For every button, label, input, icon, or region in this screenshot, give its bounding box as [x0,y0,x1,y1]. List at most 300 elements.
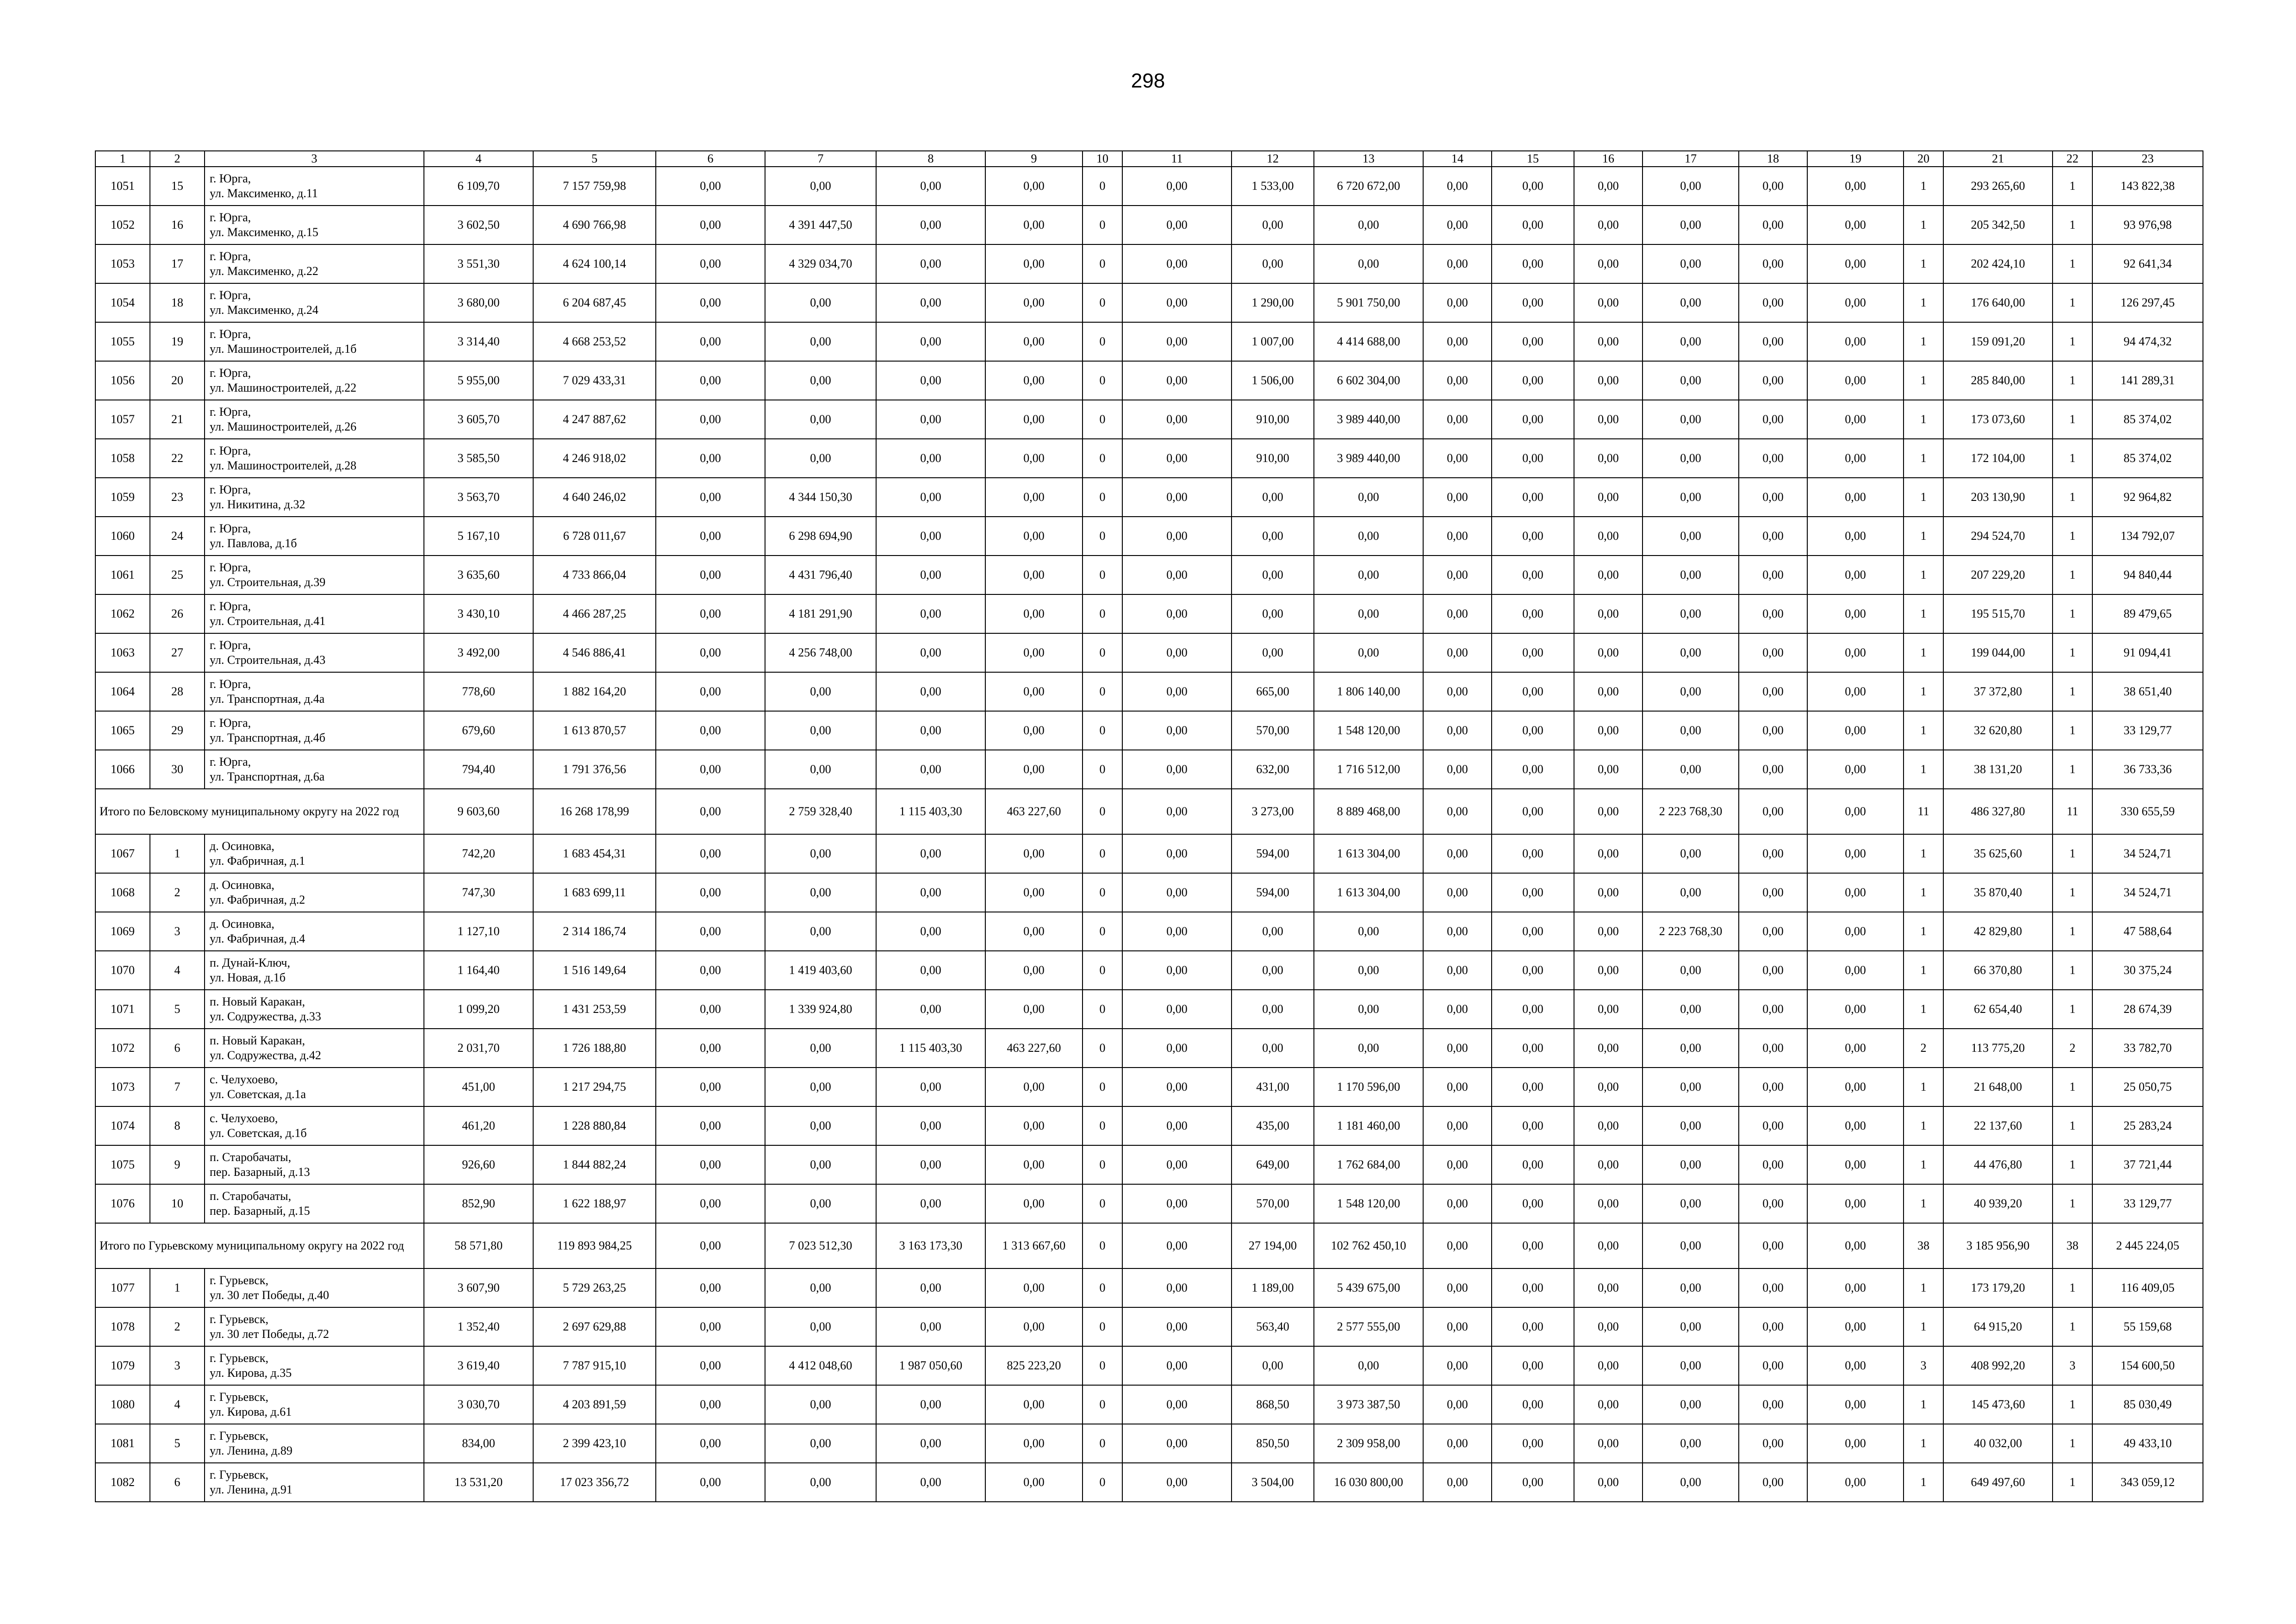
table-cell: 0,00 [1314,912,1423,951]
column-header: 22 [2053,151,2092,167]
table-cell: 0,00 [1492,672,1574,711]
table-cell: 910,00 [1232,439,1314,478]
table-cell: 0,00 [1739,1223,1807,1268]
row-subnumber: 27 [150,633,205,672]
table-cell: 563,40 [1232,1307,1314,1346]
table-cell: 0,00 [985,1424,1083,1463]
table-cell: 0,00 [656,361,765,400]
table-cell: 0,00 [1574,594,1643,633]
address-locality: г. Юрга, [210,677,251,691]
table-cell: 0,00 [765,1184,876,1223]
table-cell: 0,00 [876,711,985,750]
address-street: ул. Строительная, д.41 [210,614,326,628]
table-cell: 16 268 178,99 [533,789,656,834]
table-cell: 0,00 [1423,789,1492,834]
table-cell: 0,00 [1574,517,1643,556]
table-cell: 7 787 915,10 [533,1346,656,1385]
column-header: 5 [533,151,656,167]
table-cell: 0,00 [1574,556,1643,594]
table-cell: 0,00 [1807,1463,1904,1502]
table-row [95,873,2203,912]
column-header: 2 [150,151,205,167]
table-cell: 154 600,50 [2092,1346,2203,1385]
column-header: 6 [656,151,765,167]
row-number: 1062 [95,594,150,633]
table-cell: 1 [2053,1424,2092,1463]
table-cell: 0,00 [1739,1184,1807,1223]
table-cell: 1 [2053,594,2092,633]
table-cell: 25 283,24 [2092,1106,2203,1145]
table-cell: 2 399 423,10 [533,1424,656,1463]
table-cell: 0 [1083,672,1122,711]
address-locality: г. Юрга, [210,444,251,457]
address-street: ул. Максименко, д.24 [210,303,318,317]
table-cell: 0,00 [1492,322,1574,361]
table-cell: 0,00 [876,167,985,206]
table-cell: 1 683 699,11 [533,873,656,912]
address-cell [205,439,424,478]
row-subnumber: 25 [150,556,205,594]
table-cell: 4 466 287,25 [533,594,656,633]
table-cell: 0 [1083,1145,1122,1184]
table-cell: 0,00 [876,1463,985,1502]
table-cell: 0,00 [1643,556,1739,594]
table-cell: 451,00 [424,1068,533,1106]
row-subnumber: 8 [150,1106,205,1145]
table-cell: 463 227,60 [985,1029,1083,1068]
address-street: пер. Базарный, д.15 [210,1204,310,1218]
table-cell: 1 [2053,361,2092,400]
table-cell: 0,00 [1807,439,1904,478]
table-cell: 0,00 [1574,1268,1643,1307]
table-cell: 0 [1083,789,1122,834]
table-cell: 1 352,40 [424,1307,533,1346]
table-cell: 0 [1083,1029,1122,1068]
table-cell: 0,00 [1739,633,1807,672]
address-street: ул. Новая, д.1б [210,971,286,984]
table-cell: 0,00 [1739,1106,1807,1145]
table-cell: 0,00 [765,1029,876,1068]
table-cell: 3 607,90 [424,1268,533,1307]
table-cell: 1 [2053,322,2092,361]
table-cell: 0,00 [656,834,765,873]
table-cell: 1 [1904,1307,1943,1346]
address-locality: г. Юрга, [210,211,251,224]
table-cell: 0,00 [1574,711,1643,750]
address-cell [205,1145,424,1184]
table-cell: 0,00 [1232,912,1314,951]
table-cell: 0,00 [1122,244,1232,283]
table-cell: 0,00 [1739,1307,1807,1346]
table-cell: 1 613 304,00 [1314,834,1423,873]
table-cell: 1 170 596,00 [1314,1068,1423,1106]
table-cell: 1 290,00 [1232,283,1314,322]
address-locality: г. Юрга, [210,366,251,380]
row-subnumber: 2 [150,1307,205,1346]
table-cell: 0,00 [985,873,1083,912]
table-cell: 42 829,80 [1943,912,2053,951]
address-street: ул. Кирова, д.35 [210,1366,292,1380]
table-cell: 0,00 [1232,990,1314,1029]
column-header: 7 [765,151,876,167]
table-cell: 11 [1904,789,1943,834]
table-row [95,283,2203,322]
address-locality: г. Юрга, [210,405,251,418]
table-cell: 0,00 [1492,439,1574,478]
table-cell: 38 [2053,1223,2092,1268]
address-cell [205,1268,424,1307]
table-cell: 0,00 [1643,244,1739,283]
row-number: 1052 [95,206,150,244]
table-cell: 0,00 [1739,789,1807,834]
table-row [95,1029,2203,1068]
table-body [95,151,2203,1502]
table-cell: 1 [2053,1268,2092,1307]
table-cell: 0,00 [1492,478,1574,517]
table-cell: 1 [2053,672,2092,711]
table-cell: 0,00 [656,873,765,912]
row-number: 1076 [95,1184,150,1223]
table-cell: 0,00 [1492,633,1574,672]
table-cell: 0,00 [1807,283,1904,322]
table-cell: 205 342,50 [1943,206,2053,244]
table-cell: 0,00 [1643,711,1739,750]
table-cell: 293 265,60 [1943,167,2053,206]
table-row [95,517,2203,556]
table-cell: 0,00 [1314,206,1423,244]
table-cell: 85 030,49 [2092,1385,2203,1424]
table-cell: 0,00 [765,322,876,361]
table-cell: 1 [2053,633,2092,672]
table-cell: 0,00 [1423,1068,1492,1106]
table-cell: 0,00 [1574,283,1643,322]
table-cell: 0,00 [985,750,1083,789]
table-cell: 0,00 [1739,400,1807,439]
table-cell: 58 571,80 [424,1223,533,1268]
table-cell: 0,00 [876,400,985,439]
table-cell: 0,00 [1807,834,1904,873]
row-number: 1065 [95,711,150,750]
table-cell: 0,00 [985,1307,1083,1346]
table-cell: 0,00 [985,439,1083,478]
table-cell: 0,00 [1739,873,1807,912]
table-cell: 1 [2053,912,2092,951]
table-cell: 0,00 [1643,873,1739,912]
table-row [95,1385,2203,1424]
table-cell: 0,00 [1122,951,1232,990]
table-cell: 0,00 [1492,283,1574,322]
table-cell: 0,00 [876,672,985,711]
table-cell: 0,00 [1492,400,1574,439]
table-cell: 0,00 [1232,244,1314,283]
table-cell: 0,00 [656,951,765,990]
table-cell: 91 094,41 [2092,633,2203,672]
row-subnumber: 18 [150,283,205,322]
table-cell: 3 030,70 [424,1385,533,1424]
row-subnumber: 30 [150,750,205,789]
table-cell: 0,00 [656,283,765,322]
table-cell: 5 167,10 [424,517,533,556]
table-cell: 0,00 [1492,990,1574,1029]
table-cell: 0,00 [1739,834,1807,873]
table-cell: 4 690 766,98 [533,206,656,244]
table-cell: 0,00 [985,633,1083,672]
table-cell: 0,00 [656,439,765,478]
table-cell: 0,00 [985,206,1083,244]
table-cell: 0,00 [1423,750,1492,789]
table-cell: 1 127,10 [424,912,533,951]
table-cell: 0,00 [1643,1307,1739,1346]
table-cell: 0,00 [876,283,985,322]
table-cell: 0,00 [876,1145,985,1184]
table-cell: 1 115 403,30 [876,789,985,834]
table-cell: 0,00 [876,1268,985,1307]
table-cell: 5 955,00 [424,361,533,400]
table-cell: 0,00 [656,1346,765,1385]
table-cell: 119 893 984,25 [533,1223,656,1268]
table-cell: 0,00 [1122,206,1232,244]
table-cell: 0,00 [1807,1307,1904,1346]
row-number: 1070 [95,951,150,990]
table-cell: 2 223 768,30 [1643,912,1739,951]
address-locality: п. Новый Каракан, [210,1034,305,1047]
table-cell: 1 [1904,1268,1943,1307]
table-cell: 173 179,20 [1943,1268,2053,1307]
table-cell: 0,00 [1739,206,1807,244]
table-cell: 0 [1083,556,1122,594]
table-cell: 1 [1904,951,1943,990]
table-cell: 0,00 [1122,990,1232,1029]
table-cell: 1 [2053,951,2092,990]
table-row [95,1424,2203,1463]
table-cell: 408 992,20 [1943,1346,2053,1385]
address-locality: п. Новый Каракан, [210,995,305,1008]
table-cell: 0,00 [656,206,765,244]
row-number: 1057 [95,400,150,439]
table-row [95,244,2203,283]
table-cell: 0,00 [1314,594,1423,633]
table-cell: 0,00 [1574,1068,1643,1106]
table-cell: 0,00 [1807,912,1904,951]
address-locality: с. Челухоево, [210,1112,278,1125]
address-locality: г. Гурьевск, [210,1390,268,1404]
table-row [95,439,2203,478]
table-cell: 4 412 048,60 [765,1346,876,1385]
table-cell: 1 [1904,517,1943,556]
table-cell: 0,00 [1492,1346,1574,1385]
table-cell: 0,00 [1574,322,1643,361]
table-cell: 0,00 [985,990,1083,1029]
table-cell: 3 973 387,50 [1314,1385,1423,1424]
column-header: 9 [985,151,1083,167]
table-cell: 0,00 [1314,1346,1423,1385]
table-cell: 0,00 [985,1145,1083,1184]
table-cell: 0,00 [656,1307,765,1346]
row-subnumber: 17 [150,244,205,283]
row-number: 1059 [95,478,150,517]
table-cell: 4 546 886,41 [533,633,656,672]
table-cell: 0,00 [876,244,985,283]
table-cell: 199 044,00 [1943,633,2053,672]
table-cell: 0 [1083,439,1122,478]
column-header: 20 [1904,151,1943,167]
table-cell: 0,00 [1807,478,1904,517]
address-street: ул. Советская, д.1а [210,1087,306,1101]
table-cell: 195 515,70 [1943,594,2053,633]
table-cell: 21 648,00 [1943,1068,2053,1106]
table-cell: 0,00 [1122,478,1232,517]
table-cell: 37 372,80 [1943,672,2053,711]
table-cell: 0,00 [1739,672,1807,711]
table-row [95,400,2203,439]
column-header: 8 [876,151,985,167]
table-cell: 0,00 [1807,990,1904,1029]
table-cell: 0,00 [1423,1268,1492,1307]
table-cell: 0,00 [1739,1385,1807,1424]
table-cell: 6 109,70 [424,167,533,206]
table-cell: 0 [1083,711,1122,750]
table-cell: 16 030 800,00 [1314,1463,1423,1502]
table-cell: 0,00 [1122,834,1232,873]
table-cell: 0 [1083,322,1122,361]
table-cell: 0,00 [1643,283,1739,322]
address-street: ул. Строительная, д.43 [210,653,326,667]
table-cell: 0,00 [876,1184,985,1223]
table-cell: 3 680,00 [424,283,533,322]
table-cell: 0,00 [656,1029,765,1068]
address-locality: г. Юрга, [210,561,251,574]
table-cell: 0,00 [1423,1346,1492,1385]
row-subnumber: 1 [150,1268,205,1307]
column-header: 12 [1232,151,1314,167]
row-number: 1066 [95,750,150,789]
table-cell: 49 433,10 [2092,1424,2203,1463]
table-cell: 0,00 [1314,633,1423,672]
table-cell: 0,00 [765,283,876,322]
table-cell: 1 716 512,00 [1314,750,1423,789]
address-locality: п. Дунай-Ключ, [210,956,291,969]
table-cell: 0 [1083,1463,1122,1502]
table-cell: 113 775,20 [1943,1029,2053,1068]
table-cell: 1 683 454,31 [533,834,656,873]
table-cell: 0,00 [1643,1424,1739,1463]
table-cell: 0,00 [1314,478,1423,517]
row-number: 1074 [95,1106,150,1145]
table-cell: 679,60 [424,711,533,750]
address-cell [205,1346,424,1385]
table-cell: 1 [1904,990,1943,1029]
table-cell: 0,00 [876,834,985,873]
table-cell: 0,00 [1122,1307,1232,1346]
address-locality: г. Гурьевск, [210,1351,268,1365]
table-cell: 0,00 [1739,1029,1807,1068]
table-cell: 33 782,70 [2092,1029,2203,1068]
address-cell [205,951,424,990]
table-cell: 1 622 188,97 [533,1184,656,1223]
table-cell: 1 [2053,478,2092,517]
table-cell: 1 [2053,1068,2092,1106]
table-cell: 0 [1083,1184,1122,1223]
table-cell: 0,00 [1739,750,1807,789]
row-subnumber: 4 [150,951,205,990]
table-cell: 0,00 [656,1068,765,1106]
table-cell: 0 [1083,1223,1122,1268]
table-cell: 0,00 [876,594,985,633]
table-cell: 1 [2053,556,2092,594]
table-cell: 2 [2053,1029,2092,1068]
table-cell: 0,00 [985,517,1083,556]
table-cell: 1 [2053,1463,2092,1502]
address-locality: г. Юрга, [210,172,251,185]
address-locality: п. Старобачаты, [210,1189,292,1203]
table-cell: 0,00 [876,1068,985,1106]
table-cell: 0,00 [1314,1029,1423,1068]
table-cell: 3 619,40 [424,1346,533,1385]
row-subnumber: 5 [150,990,205,1029]
table-cell: 0,00 [1122,1463,1232,1502]
table-cell: 0,00 [656,478,765,517]
table-cell: 0,00 [1574,1346,1643,1385]
table-cell: 0,00 [1574,990,1643,1029]
table-cell: 1 339 924,80 [765,990,876,1029]
table-cell: 0,00 [1739,1463,1807,1502]
table-cell: 0,00 [1807,672,1904,711]
table-cell: 1 [1904,912,1943,951]
table-cell: 0 [1083,951,1122,990]
table-cell: 33 129,77 [2092,711,2203,750]
table-cell: 0,00 [1574,1463,1643,1502]
row-subnumber: 15 [150,167,205,206]
table-cell: 0,00 [656,990,765,1029]
table-row [95,594,2203,633]
table-cell: 0,00 [1122,750,1232,789]
table-cell: 0,00 [656,1268,765,1307]
table-cell: 0,00 [1807,1346,1904,1385]
table-cell: 3 492,00 [424,633,533,672]
table-cell: 834,00 [424,1424,533,1463]
table-cell: 0,00 [656,789,765,834]
table-cell: 0,00 [1574,361,1643,400]
table-cell: 0,00 [1423,283,1492,322]
column-header: 17 [1643,151,1739,167]
table-cell: 0,00 [1807,400,1904,439]
table-cell: 93 976,98 [2092,206,2203,244]
table-cell: 0,00 [1492,1268,1574,1307]
row-subnumber: 21 [150,400,205,439]
table-cell: 2 [1904,1029,1943,1068]
table-row [95,750,2203,789]
table-cell: 0,00 [1739,167,1807,206]
table-cell: 176 640,00 [1943,283,2053,322]
table-cell: 0 [1083,873,1122,912]
table-row [95,361,2203,400]
table-cell: 0,00 [765,361,876,400]
table-cell: 0,00 [765,912,876,951]
table-cell: 0,00 [765,1106,876,1145]
table-cell: 1 [2053,400,2092,439]
table-cell: 0,00 [656,556,765,594]
table-cell: 0,00 [1739,478,1807,517]
address-cell [205,478,424,517]
address-cell [205,1068,424,1106]
table-cell: 38 651,40 [2092,672,2203,711]
table-cell: 4 733 866,04 [533,556,656,594]
table-cell: 868,50 [1232,1385,1314,1424]
table-cell: 0,00 [1807,789,1904,834]
table-cell: 0,00 [1423,1307,1492,1346]
total-label: Итого по Беловскому муниципальному округу на 2022 год [95,789,424,834]
address-street: ул. Строительная, д.39 [210,575,326,589]
